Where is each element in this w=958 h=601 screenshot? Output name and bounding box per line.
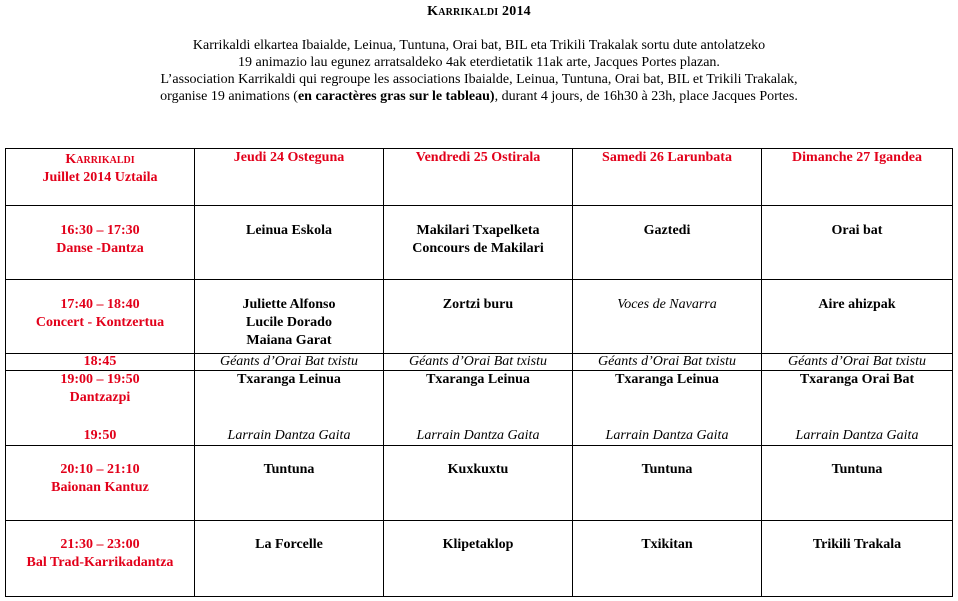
day-header: Jeudi 24 Osteguna [195,149,384,206]
event-name: Orai bat [831,223,883,238]
event-cell: Géants d’Orai Bat txistu [384,354,573,371]
day-header: Dimanche 27 Igandea [762,149,953,206]
event-name: Larrain Dantza Gaita [605,428,729,443]
time-cell: 18:45 [6,354,195,371]
event-name: Lucile Dorado [246,315,332,330]
intro-line-text: , durant 4 jours, de 16h30 à 23h, place Jacques Portes. [494,89,798,104]
table-header-row [6,149,953,206]
time-cell [6,521,195,597]
time-cell [6,371,195,446]
day-header: Vendredi 25 Ostirala [384,149,573,206]
corner-cell [6,149,195,206]
time-cell [6,446,195,521]
event-cell [762,371,953,446]
event-name: Aire ahizpak [818,297,896,312]
time-range: 17:40 – 18:40 [60,297,140,312]
event-cell: Trikili Trakala [762,521,953,597]
event-cell: Txikitan [573,521,762,597]
time-cell [6,206,195,280]
event-name: Txaranga Orai Bat [799,372,915,387]
event-name: Juliette Alfonso [242,297,336,312]
event-cell [762,206,953,280]
corner-subtitle: Juillet 2014 Uztaila [42,170,158,185]
event-cell: Tuntuna [195,446,384,521]
event-cell: La Forcelle [195,521,384,597]
slot-label: Bal Trad-Karrikadantza [26,555,174,570]
table-row [6,280,953,354]
time-range: 19:50 [83,428,117,443]
event-name: Txaranga Leinua [615,372,719,387]
event-name: Zortzi buru [442,297,514,312]
event-cell: Géants d’Orai Bat txistu [195,354,384,371]
intro-line: Karrikaldi elkartea Ibaialde, Leinua, Tuntuna, Orai bat, BIL eta Trikili Trakalak sortu dute antolatzeko [192,38,766,53]
schedule-table [5,148,953,597]
slot-label: Danse -Dantza [56,241,144,256]
event-name: Txaranga Leinua [426,372,530,387]
page-title: Karrikaldi 2014 [427,4,531,19]
event-cell [762,280,953,354]
intro-line-text: organise 19 animations ( [160,89,298,104]
event-name: Larrain Dantza Gaita [795,428,919,443]
event-cell [573,280,762,354]
intro-line: L’association Karrikaldi qui regroupe les associations Ibaialde, Leinua, Tuntuna, Orai bat, BIL et Trikili Trakalak, [160,72,798,87]
intro-line: 19 animazio lau egunez arratsaldeko 4ak eterdietatik 11ak arte, Jacques Portes plazan. [238,55,720,70]
event-name: Voces de Navarra [617,297,717,312]
time-range: 21:30 – 23:00 [60,537,140,552]
table-row [6,371,953,446]
event-name: Maiana Garat [246,333,332,348]
event-cell: Tuntuna [573,446,762,521]
event-cell [573,371,762,446]
event-cell [573,206,762,280]
event-cell: Kuxkuxtu [384,446,573,521]
time-range: 20:10 – 21:10 [60,462,140,477]
intro-line [0,88,958,105]
event-name: Larrain Dantza Gaita [416,428,540,443]
slot-label: Concert - Kontzertua [35,315,165,330]
slot-label: Baionan Kantuz [51,480,149,495]
intro-text [0,37,958,105]
event-cell [195,371,384,446]
time-range: 19:00 – 19:50 [60,372,140,387]
event-name: Leinua Eskola [246,223,332,238]
event-name: Gaztedi [643,223,691,238]
time-cell [6,280,195,354]
table-row [6,354,953,371]
table-row [6,446,953,521]
event-cell [384,371,573,446]
event-cell [195,280,384,354]
time-range: 16:30 – 17:30 [60,223,140,238]
event-name: Makilari Txapelketa [416,223,540,238]
table-row [6,206,953,280]
event-cell: Klipetaklop [384,521,573,597]
event-cell [384,206,573,280]
table-row [6,521,953,597]
slot-label: Dantzazpi [69,390,131,405]
event-cell [384,280,573,354]
event-cell: Géants d’Orai Bat txistu [573,354,762,371]
event-cell: Géants d’Orai Bat txistu [762,354,953,371]
day-header: Samedi 26 Larunbata [573,149,762,206]
event-name: Txaranga Leinua [237,372,341,387]
corner-title: Karrikaldi [65,152,135,167]
event-name: Concours de Makilari [412,241,544,256]
event-cell: Tuntuna [762,446,953,521]
event-cell [195,206,384,280]
intro-bold-text: en caractères gras sur le tableau) [297,89,495,104]
event-name: Larrain Dantza Gaita [227,428,351,443]
